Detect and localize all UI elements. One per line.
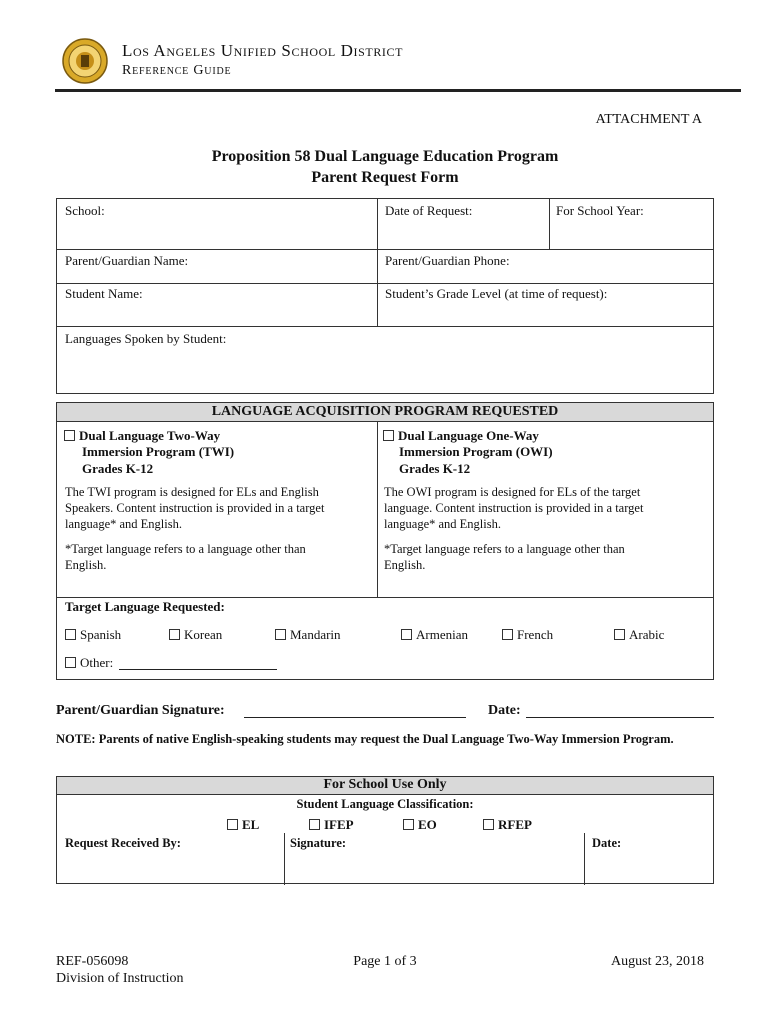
lang-other[interactable]: Other:	[65, 655, 113, 671]
attachment-label: ATTACHMENT A	[595, 112, 702, 127]
owi-grades: Grades K-12	[399, 461, 471, 476]
parent-name-field[interactable]: Parent/Guardian Name:	[65, 253, 189, 268]
footer-date: August 23, 2018	[611, 954, 704, 969]
owi-note: *Target language refers to a language other than English.	[384, 542, 625, 572]
twi-note: *Target language refers to a language other than English.	[65, 542, 306, 572]
owi-title-line2: Immersion Program (OWI)	[399, 444, 553, 459]
school-use-header: For School Use Only	[323, 777, 447, 792]
program-header: LANGUAGE ACQUISITION PROGRAM REQUESTED	[211, 404, 559, 419]
org-name: Los Angeles Unified School District	[122, 41, 404, 60]
signature-date-line[interactable]	[526, 717, 714, 718]
footer-division: Division of Instruction	[56, 971, 184, 986]
target-language-label: Target Language Requested:	[65, 599, 225, 614]
footer-ref: REF-056098	[56, 954, 129, 969]
twi-grades: Grades K-12	[82, 461, 154, 476]
class-rfep[interactable]: RFEP	[483, 817, 532, 833]
lang-armenian[interactable]: Armenian	[401, 627, 468, 643]
languages-spoken-field[interactable]: Languages Spoken by Student:	[65, 331, 227, 346]
district-seal-logo	[62, 38, 108, 84]
student-name-field[interactable]: Student Name:	[65, 286, 143, 301]
parent-signature-label: Parent/Guardian Signature:	[56, 703, 225, 718]
form-subtitle: Parent Request Form	[311, 169, 459, 186]
other-language-line[interactable]	[119, 669, 277, 670]
school-use-table	[56, 776, 714, 884]
school-field[interactable]: School:	[65, 203, 105, 218]
date-of-request-field[interactable]: Date of Request:	[385, 203, 473, 218]
received-by-field[interactable]: Request Received By:	[65, 836, 181, 850]
lang-spanish[interactable]: Spanish	[65, 627, 121, 643]
staff-date-field[interactable]: Date:	[592, 836, 622, 850]
parent-phone-field[interactable]: Parent/Guardian Phone:	[385, 253, 510, 268]
lang-korean[interactable]: Korean	[169, 627, 222, 643]
grade-level-field[interactable]: Student’s Grade Level (at time of request):	[385, 286, 608, 301]
lang-arabic[interactable]: Arabic	[614, 627, 664, 643]
twi-checkbox[interactable]	[64, 430, 75, 441]
program-section	[56, 402, 714, 680]
lang-mandarin[interactable]: Mandarin	[275, 627, 341, 643]
student-info-table	[56, 198, 714, 394]
owi-description: The OWI program is designed for ELs of the target language. Content instruction is provided in a target language* and English.	[384, 485, 644, 531]
classification-label: Student Language Classification:	[296, 797, 474, 811]
lang-french[interactable]: French	[502, 627, 553, 643]
class-ifep[interactable]: IFEP	[309, 817, 354, 833]
twi-description: The TWI program is designed for ELs and English Speakers. Content instruction is provided in a target language* and English.	[65, 485, 325, 531]
note-text: NOTE: Parents of native English-speaking students may request the Dual Language Two-Way Immersion Program.	[56, 732, 674, 746]
footer-page: Page 1 of 3	[353, 954, 417, 969]
form-title: Proposition 58 Dual Language Education Program	[211, 148, 559, 165]
signature-date-label: Date:	[488, 703, 521, 718]
staff-signature-field[interactable]: Signature:	[290, 836, 347, 850]
header-rule	[55, 89, 741, 92]
parent-signature-line[interactable]	[244, 717, 466, 718]
owi-option[interactable]: Dual Language One-Way	[383, 427, 539, 445]
school-year-field[interactable]: For School Year:	[556, 203, 644, 218]
twi-option[interactable]: Dual Language Two-Way	[64, 427, 220, 445]
class-eo[interactable]: EO	[403, 817, 437, 833]
org-subtitle: Reference Guide	[122, 63, 232, 78]
class-el[interactable]: EL	[227, 817, 259, 833]
twi-title-line2: Immersion Program (TWI)	[82, 444, 235, 459]
owi-checkbox[interactable]	[383, 430, 394, 441]
